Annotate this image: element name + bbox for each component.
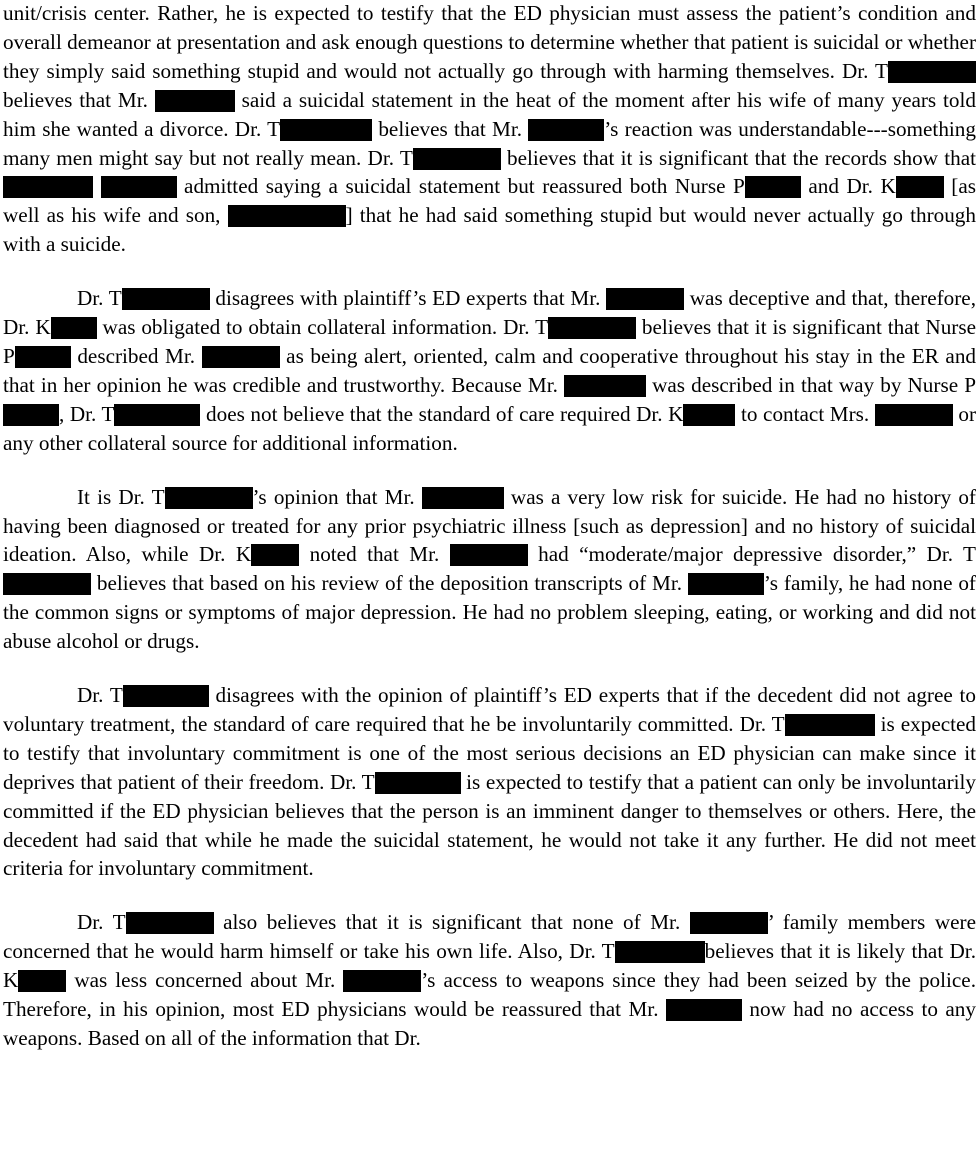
redaction-bar (785, 714, 875, 736)
paragraph-text: , Dr. T (59, 401, 115, 426)
paragraph-text: ’s family, he had none of the common signs or symptoms of major depression. He had no problem sleeping, eating, or working and did not abuse alcohol or drugs. (3, 571, 976, 654)
redaction-bar (51, 317, 97, 339)
paragraph-text: ’s reaction was understandable---something many men might say but not really mean. Dr. T (3, 116, 976, 170)
redaction-bar (688, 573, 764, 595)
body-paragraph (3, 681, 976, 883)
paragraph-text: was less concerned about Mr. (66, 968, 344, 993)
paragraph-text: and Dr. K (800, 174, 896, 199)
redaction-bar (615, 941, 705, 963)
paragraph-text: believes that it is likely that Dr. K (3, 939, 976, 993)
redaction-bar (422, 487, 504, 509)
redaction-bar (280, 119, 372, 141)
redaction-bar (3, 176, 93, 198)
redaction-bar (450, 544, 528, 566)
paragraph-text: noted that Mr. (299, 542, 450, 567)
paragraph-text: ’s opinion that Mr. (252, 484, 422, 509)
paragraph-text: Dr. T (77, 286, 122, 311)
redaction-bar (126, 912, 214, 934)
redaction-bar (155, 90, 235, 112)
redaction-bar (896, 176, 944, 198)
redaction-bar (564, 375, 646, 397)
body-paragraph (3, 0, 976, 259)
redaction-bar (690, 912, 768, 934)
body-paragraph (3, 908, 976, 1053)
redaction-bar (3, 404, 59, 426)
redaction-bar (122, 288, 210, 310)
redaction-bar (606, 288, 684, 310)
paragraph-text: disagrees with the opinion of plaintiff’s ED experts that if the decedent did not agree to voluntary treatment, the standard of care required that he be involuntarily committed. Dr. T (3, 683, 976, 736)
redaction-bar (548, 317, 636, 339)
redaction-bar (528, 119, 604, 141)
paragraph-text: described Mr. (70, 343, 202, 368)
paragraph-text: ’s access to weapons since they had been seized by the police. Therefore, in his opinion, most ED physicians would be reassured that Mr. (3, 968, 977, 1022)
paragraph-text: is expected to testify that involuntary commitment is one of the most serious decisions an ED physician can make since it deprives that patient of their freedom. Dr. T (3, 711, 977, 794)
paragraph-text: was described in that way by Nurse P (646, 372, 976, 397)
redaction-bar (683, 404, 735, 426)
paragraph-text: believes that based on his review of the deposition transcripts of Mr. (91, 571, 688, 596)
paragraph-text: to contact Mrs. (735, 401, 875, 426)
redaction-bar (888, 61, 976, 83)
redaction-bar (375, 772, 461, 794)
paragraph-text: said a suicidal statement in the heat of the moment after his wife of many years told him she wanted a divorce. Dr. T (3, 87, 976, 141)
redaction-bar (745, 176, 801, 198)
paragraph-text: was obligated to obtain collateral information. Dr. T (96, 315, 549, 340)
redaction-bar (114, 404, 200, 426)
paragraph-text: admitted saying a suicidal statement but reassured both Nurse P (176, 174, 745, 199)
redaction-bar (15, 346, 71, 368)
paragraph-text: is expected to testify that a patient can only be involuntarily committed if the ED physician believes that the person is an imminent danger to themselves or others. Here, the decedent had said that while he made the suicidal statement, he would not take it any further. He did not meet criteria for involuntary commitment. (3, 769, 976, 881)
paragraph-text: ’ family members were concerned that he would harm himself or take his own life. Also, Dr. T (3, 910, 977, 964)
document-page (3, 0, 976, 1078)
redaction-bar (18, 970, 66, 992)
paragraph-text: believes that it is significant that Nurse P (3, 315, 976, 368)
paragraph-text: now had no access to any weapons. Based on all of the information that Dr. (3, 997, 976, 1050)
paragraph-text: or any other collateral source for additional information. (3, 401, 977, 455)
redaction-bar (228, 205, 346, 227)
redaction-bar (101, 176, 177, 198)
paragraph-text: believes that it is significant that the records show that (500, 145, 976, 170)
redaction-bar (875, 404, 953, 426)
paragraph-text: was deceptive and that, therefore, Dr. K (3, 286, 977, 340)
paragraph-text: had “moderate/major depressive disorder,” Dr. T (527, 542, 976, 567)
redaction-bar (666, 999, 742, 1021)
redaction-bar (123, 685, 209, 707)
body-paragraph (3, 483, 976, 656)
redaction-bar (165, 487, 253, 509)
redaction-bar (3, 573, 91, 595)
redaction-bar (343, 970, 421, 992)
paragraph-text: believes that Mr. (372, 116, 529, 141)
paragraph-text: ] that he had said something stupid but would never actually go through with a suicide. (3, 203, 976, 257)
paragraph-text: was a very low risk for suicide. He had no history of having been diagnosed or treated for any prior psychiatric illness [such as depression] and no history of suicidal ideation. Also, while Dr. K (3, 484, 976, 567)
redaction-bar (251, 544, 299, 566)
paragraph-text: It is Dr. T (77, 484, 165, 509)
redaction-bar (202, 346, 280, 368)
paragraph-text: as being alert, oriented, calm and cooperative throughout his stay in the ER and that in her opinion he was credible and trustworthy. Because Mr. (3, 343, 977, 397)
paragraph-text: Dr. T (77, 910, 126, 935)
paragraph-text: disagrees with plaintiff’s ED experts that Mr. (209, 286, 607, 311)
paragraph-text: also believes that it is significant that none of Mr. (213, 910, 690, 935)
body-paragraph (3, 284, 976, 457)
paragraph-text: believes that Mr. (3, 87, 155, 112)
paragraph-text: [as well as his wife and son, (3, 174, 977, 228)
paragraph-text: unit/crisis center. Rather, he is expected to testify that the ED physician must assess the patient’s condition and overall demeanor at presentation and ask enough questions to determine whether that patient is suicidal or whether they simply said something stupid and would not actually go through with harming themselves. Dr. T (3, 1, 976, 83)
paragraph-text: Dr. T (77, 683, 123, 708)
paragraph-text (93, 174, 101, 198)
redaction-bar (413, 148, 501, 170)
paragraph-text: does not believe that the standard of care required Dr. K (200, 401, 684, 426)
